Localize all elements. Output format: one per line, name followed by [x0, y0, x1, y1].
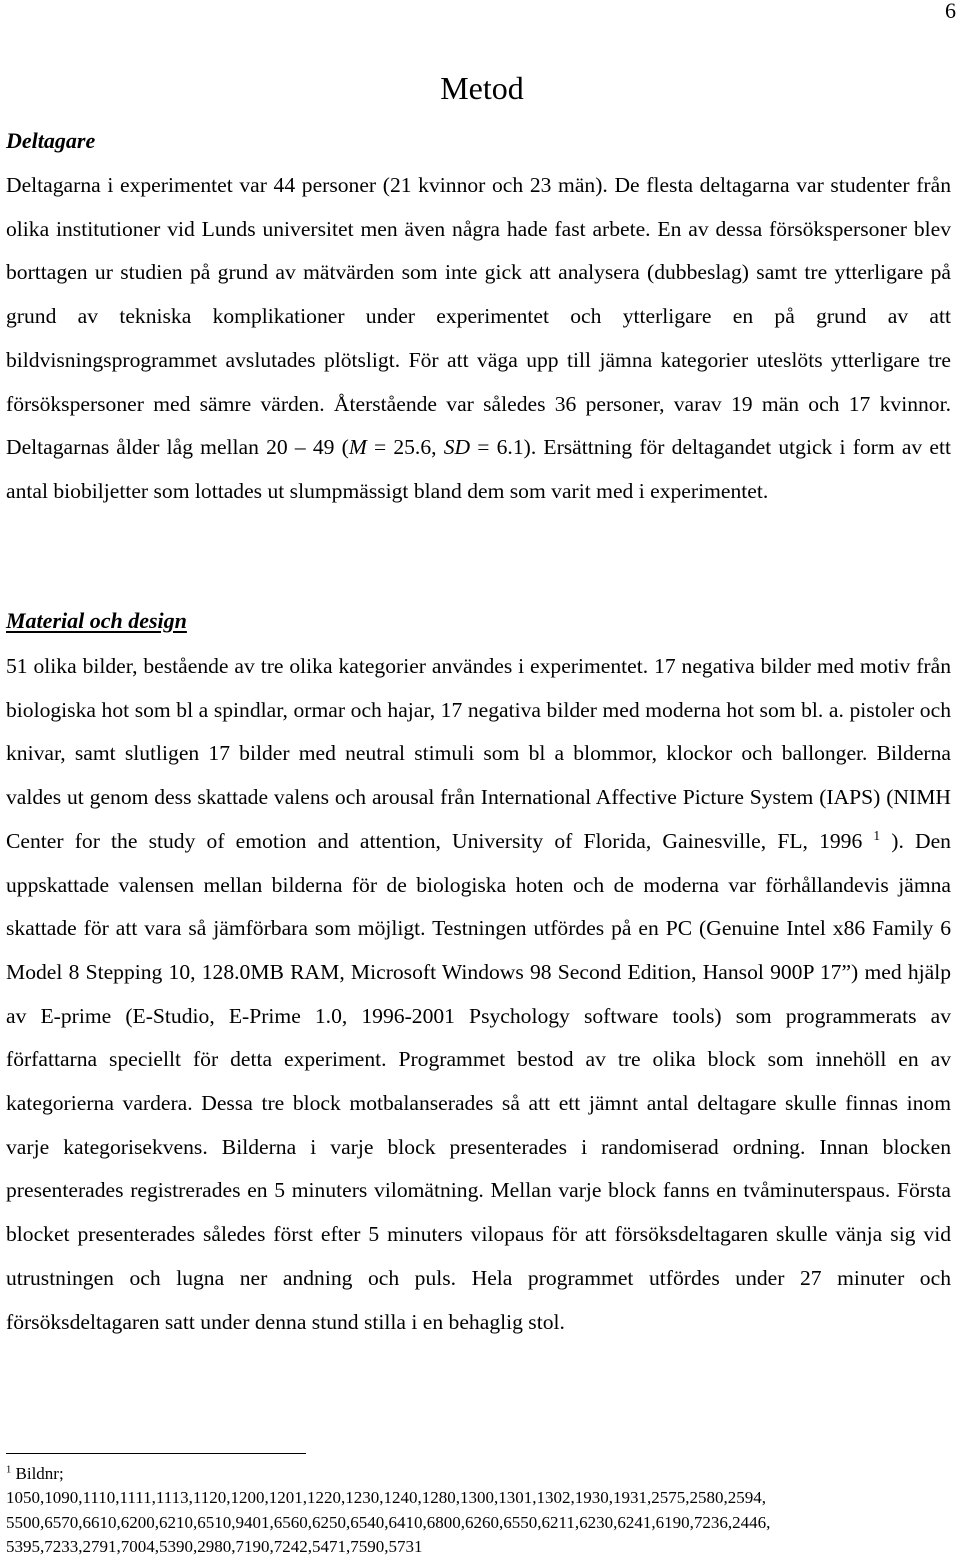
footnote-label: Bildnr; [11, 1464, 64, 1483]
paragraph-text: = 25.6, [366, 435, 444, 460]
sd-label: SD [443, 435, 471, 460]
footnote-divider [6, 1453, 306, 1454]
mean-label: M [348, 435, 367, 460]
paragraph-text: 51 olika bilder, bestående av tre olika kategorier användes i experimentet. 17 negativa bilder med motiv från biologiska hot som bl a spindlar, ormar och hajar, 17 negativa bilder med moderna hot som bl. a. pistoler och knivar, samt slutligen 17 bilder med neutral stimuli som bl a blommor, klockor och ballonger. Bilderna valdes ut genom dess skattade valens och arousal från International Affective Picture System (IAPS) (NIMH Center for the study of emotion and attention, University of Florida, Gainesville, FL, 1996 [6, 654, 951, 853]
footnote-reference: 1 [873, 827, 881, 843]
footnote-line: 1050,1090,1110,1111,1113,1120,1200,1201,1220,1230,1240,1280,1300,1301,1302,1930,1931,2575,2580,2594, [6, 1488, 766, 1508]
footnote-marker: 1 [6, 1464, 12, 1476]
footnote-line: 5395,7233,2791,7004,5390,2980,7190,7242,5471,7590,5731 [6, 1536, 423, 1556]
page-title [0, 70, 960, 107]
paragraph-deltagare [6, 164, 951, 514]
paragraph-text: = 6.1). Ersättning för deltagandet utgick i form av ett antal biobiljetter som lottades ut slumpmässigt bland dem som varit med i experimentet. [6, 435, 951, 503]
paragraph-text: ). Den uppskattade valensen mellan bilderna för de biologiska hoten och de moderna var förhållandevis jämna skattade för att vara så jämförbara som möjligt. Testningen utfördes på en PC (Genuine Intel x86 Family 6 Model 8 Stepping 10, 128.0MB RAM, Microsoft Windows 98 Second Edition, Hansol 900P 17”) med hjälp av E-prime (E-Studio, E-Prime 1.0, 1996-2001 Psychology software tools) som programmerats av författarna speciellt för detta experiment. Programmet bestod av tre olika block som innehöll en av kategorierna vardera. Dessa tre block motbalanserades så att ett jämnt antal deltagare skulle finnas inom varje kategorisekvens. Bilderna i varje block presenterades i randomiserad ordning. Innan blocken presenterades registrerades en 5 minuters vilomätning. Mellan varje block fanns en tvåminuterspaus. Första blocket presenterades således först efter 5 minuters vilopaus för att försöksdeltagaren skulle vänja sig vid utrustningen och lugna ner andning och puls. Hela programmet utfördes under 27 minuter och försöksdeltagaren satt under denna stund stilla i en behaglig stol. [6, 828, 951, 1334]
page-title-text: Metod [440, 70, 524, 106]
section-heading-deltagare: Deltagare [6, 128, 96, 153]
paragraph-material [6, 645, 951, 1344]
footnote [6, 1462, 956, 1559]
page-number: 6 [945, 0, 956, 23]
footnote-label-line [6, 1462, 956, 1486]
footnote-line: 5500,6570,6610,6200,6210,6510,9401,6560,6250,6540,6410,6800,6260,6550,6211,6230,6241,6190,7236,2446, [6, 1512, 771, 1532]
paragraph-text: Deltagarna i experimentet var 44 personer (21 kvinnor och 23 män). De flesta deltagarna var studenter från olika institutioner vid Lunds universitet men även några hade fast arbete. En av dessa försökspersoner blev borttagen ur studien på grund av mätvärden som inte gick att analysera (dubbeslag) samt tre ytterligare på grund av tekniska komplikationer under experimentet och ytterligare en på grund av att bildvisningsprogrammet avslutades plötsligt. För att väga upp till jämna kategorier uteslöts ytterligare tre försökspersoner med sämre värden. Återstående var således 36 personer, varav 19 män och 17 kvinnor. Deltagarnas ålder låg mellan 20 – 49 ( [6, 173, 951, 460]
section-heading-material: Material och design [6, 608, 187, 633]
